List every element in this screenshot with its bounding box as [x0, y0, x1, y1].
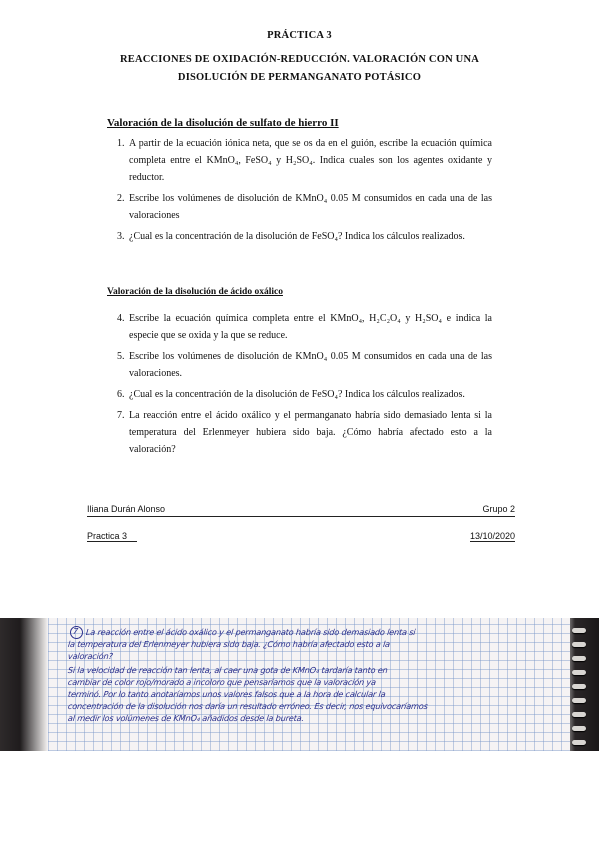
question-text: A partir de la ecuación iónica neta, que se os da en el guión, escribe la ecuación química completa entre el KMnO₄, FeSO₄ y H₂SO₄. Indica cuales son los agentes oxidante y reductor. — [129, 138, 492, 183]
question-number: 7. — [117, 410, 125, 421]
question-text: La reacción entre el ácido oxálico y el permanganato habría sido demasiado lenta si la temperatura del Erlenmeyer hubiera sido baja. ¿Cómo habría afectado esto a la valoración? — [129, 410, 492, 455]
question-text: Escribe la ecuación química completa entre el KMnO₄, H₂C₂O₄ y H₂SO₄ e indica la especie que se oxida y la que se reduce. — [129, 313, 492, 341]
practice-label: Practica 3 — [87, 531, 137, 542]
spiral-ring — [572, 656, 586, 661]
question-text: Escribe los volúmenes de disolución de KMnO₄ 0.05 M consumidos en cada una de las valoraciones. — [129, 351, 492, 379]
section-heading-oxalic-acid: Valoración de la disolución de ácido oxálico — [107, 287, 283, 297]
spiral-ring — [572, 628, 586, 633]
handwritten-line: cambiar de color rojo/morado a incoloro que pensaríamos que la valoración ya — [67, 677, 377, 687]
handwritten-number: 7 — [72, 626, 79, 636]
question-item — [107, 407, 492, 458]
question-number: 6. — [117, 389, 125, 400]
question-text: ¿Cual es la concentración de la disolución de FeSO₄? Indica los cálculos realizados. — [129, 231, 465, 242]
spiral-ring — [572, 726, 586, 731]
question-item — [107, 310, 492, 344]
document-title-line-1: REACCIONES DE OXIDACIÓN-REDUCCIÓN. VALORACIÓN CON UNA — [119, 54, 480, 65]
handwritten-line: concentración de la disolución nos daría un resultado erróneo. Es decir, nos equivocaríamos — [67, 701, 429, 711]
spiral-ring — [572, 670, 586, 675]
spiral-ring — [572, 642, 586, 647]
question-number: 5. — [117, 351, 125, 362]
question-number: 3. — [117, 231, 125, 242]
handwritten-line: terminó. Por lo tanto anotaríamos unos valores falsos que a la hora de calcular la — [67, 689, 386, 699]
notebook-photo — [0, 618, 599, 751]
question-number: 1. — [117, 138, 125, 149]
question-item — [107, 386, 492, 403]
question-item — [107, 228, 492, 245]
spiral-ring — [572, 684, 586, 689]
spiral-ring — [572, 712, 586, 717]
question-list-iron-sulfate — [107, 135, 492, 249]
spiral-ring — [572, 740, 586, 745]
group-label: Grupo 2 — [482, 504, 515, 514]
question-text: Escribe los volúmenes de disolución de KMnO₄ 0.05 M consumidos en cada una de las valoraciones — [129, 193, 492, 221]
footer-name-row — [87, 504, 515, 517]
section-heading-iron-sulfate: Valoración de la disolución de sulfato de hierro II — [107, 117, 339, 129]
footer-practice-row — [87, 531, 515, 543]
handwritten-line: valoración? — [67, 651, 114, 661]
student-name: Iliana Durán Alonso — [87, 504, 166, 514]
question-item — [107, 190, 492, 224]
question-item — [107, 135, 492, 186]
spiral-binding — [568, 618, 599, 751]
question-list-oxalic-acid — [107, 310, 492, 462]
handwritten-line: al medir los volúmenes de KMnO₄ añadidos desde la bureta. — [67, 713, 305, 723]
question-number: 2. — [117, 193, 125, 204]
question-number: 4. — [117, 313, 125, 324]
question-item — [107, 348, 492, 382]
practice-number: PRÁCTICA 3 — [267, 30, 332, 41]
spiral-ring — [572, 698, 586, 703]
document-title-line-2: DISOLUCIÓN DE PERMANGANATO POTÁSICO — [177, 72, 422, 83]
date-label: 13/10/2020 — [469, 531, 515, 541]
question-text: ¿Cual es la concentración de la disolución de FeSO₄? Indica los cálculos realizados. — [129, 389, 465, 400]
handwritten-line: La reacción entre el ácido oxálico y el permanganato habría sido demasiado lenta si — [85, 627, 416, 637]
handwritten-line: la temperatura del Erlenmeyer hubiera sido baja. ¿Cómo habría afectado esto a la — [67, 639, 391, 649]
handwritten-line: Si la velocidad de reacción tan lenta, al caer una gota de KMnO₄ tardaría tanto en — [67, 665, 389, 675]
